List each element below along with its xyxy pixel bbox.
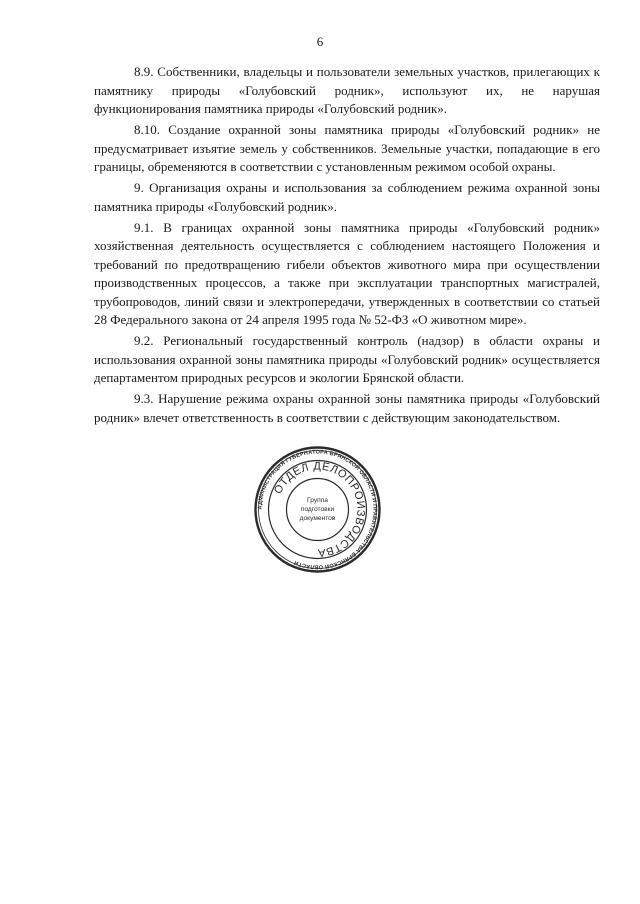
stamp-center-line1: Группа [307,497,328,504]
paragraph-9-3: 9.3. Нарушение режима охраны охранной зоны памятника природы «Голубовский родник» влечет ответственность в соответствии с действующим законодательством. [94,391,600,425]
stamp-center-line3: документов [299,515,336,522]
office-stamp [254,446,381,573]
paragraph-8-9: 8.9. Собственники, владельцы и пользователи земельных участков, прилегающих к памятнику природы «Голубовский родник», используют их, не нарушая функционирования памятника природы «Голубовский родник». [94,64,600,116]
paragraph-8-10: 8.10. Создание охранной зоны памятника природы «Голубовский родник» не предусматривает изъятие земель у собственников. Земельные участки, попадающие в его границы, обременяются в соответствии с установленным режимом особой охраны. [94,122,600,174]
paragraph-9-2: 9.2. Региональный государственный контроль (надзор) в области охраны и использования охранной зоны памятника природы «Голубовский родник» осуществляется департаментом природных ресурсов и экологии Брянской области. [94,333,600,385]
document-body [94,63,600,430]
page-number: 6 [316,34,324,49]
stamp-center-line2: подготовки [300,506,335,513]
stamp-ring-textpath: ОТДЕЛ ДЕЛОПРОИЗВОДСТВА [272,460,367,559]
paragraph-9-1: 9.1. В границах охранной зоны памятника природы «Голубовский родник» хозяйственная деятельность осуществляется с соблюдением настоящего Положения и требований по предотвращению гибели объектов животного мира при осуществлении производственных процессов, а также при эксплуатации транспортных магистралей, трубопроводов, линий связи и электропередачи, утвержденных в соответствии со статьей 28 Федерального закона от 24 апреля 1995 года № 52-ФЗ «О животном мире». [94,219,600,327]
paragraph-9: 9. Организация охраны и использования за соблюдением режима охранной зоны памятника природы «Голубовский родник». [94,180,600,214]
stamp-outer-textpath: АДМИНИСТРАЦИЯ ГУБЕРНАТОРА БРЯНСКОЙ ОБЛАСТИ И ПРАВИТЕЛЬСТВА БРЯНСКОЙ ОБЛАСТИ [257,449,378,570]
